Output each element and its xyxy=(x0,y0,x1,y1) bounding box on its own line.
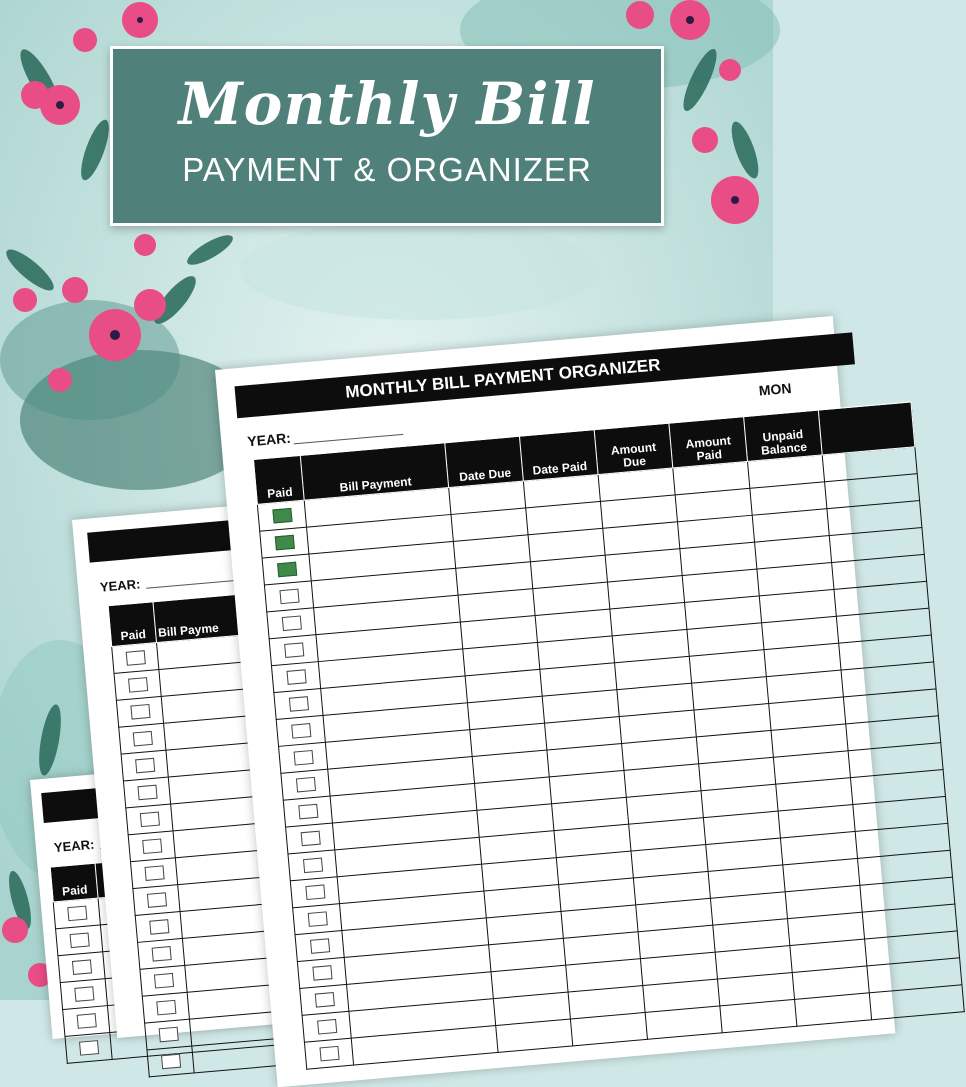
ledger-cell[interactable] xyxy=(570,1012,647,1045)
paid-cell xyxy=(142,992,189,1023)
paid-checkbox[interactable] xyxy=(281,615,301,631)
paid-checkbox[interactable] xyxy=(69,932,89,948)
paid-cell xyxy=(267,608,316,639)
paid-cell xyxy=(302,1011,351,1042)
paid-cell xyxy=(58,952,105,983)
paid-cell xyxy=(279,742,328,773)
paid-cell xyxy=(121,750,168,781)
paid-checkbox[interactable] xyxy=(277,561,297,577)
paid-cell xyxy=(116,696,163,727)
paid-cell xyxy=(138,938,185,969)
col-date-due: Date Due xyxy=(445,436,524,487)
paid-cell xyxy=(300,984,349,1015)
paid-checkbox[interactable] xyxy=(310,938,330,954)
paid-cell xyxy=(147,1046,194,1077)
paid-checkbox[interactable] xyxy=(146,892,166,908)
paid-checkbox[interactable] xyxy=(307,911,327,927)
paid-checkbox[interactable] xyxy=(288,696,308,712)
paid-cell xyxy=(271,662,320,693)
sheet-front xyxy=(215,316,895,1087)
paid-cell xyxy=(60,979,107,1010)
paid-cell xyxy=(260,527,309,558)
paid-checkbox[interactable] xyxy=(149,919,169,935)
paid-checkbox[interactable] xyxy=(67,905,87,921)
col-paid: Paid xyxy=(108,602,156,647)
paid-checkbox[interactable] xyxy=(272,508,292,524)
col-date-paid: Date Paid xyxy=(519,430,598,481)
col-bill-payment: Bill Payme xyxy=(153,581,391,642)
paid-checkbox[interactable] xyxy=(300,830,320,846)
paid-checkbox[interactable] xyxy=(71,959,91,975)
col-amount-paid: Amount Paid xyxy=(669,417,748,468)
paid-cell xyxy=(63,1006,110,1037)
paid-cell xyxy=(65,1033,112,1064)
paid-checkbox[interactable] xyxy=(314,992,334,1008)
col-bill-payment: Bill Payment xyxy=(300,443,448,500)
month-label: MON xyxy=(758,379,793,399)
paid-cell xyxy=(140,965,187,996)
ledger-cell[interactable] xyxy=(645,1006,722,1039)
paid-cell xyxy=(297,957,346,988)
paid-checkbox[interactable] xyxy=(151,946,171,962)
paid-checkbox[interactable] xyxy=(158,1027,178,1043)
paid-checkbox[interactable] xyxy=(298,804,318,820)
title-banner xyxy=(110,46,664,226)
paid-cell xyxy=(128,831,175,862)
paid-cell xyxy=(257,500,306,531)
paid-checkbox[interactable] xyxy=(130,704,150,720)
col-paid: Paid xyxy=(253,455,304,504)
paid-cell xyxy=(53,898,100,929)
col-amount-due: Amount Due xyxy=(594,423,673,474)
paid-checkbox[interactable] xyxy=(274,535,294,551)
paid-cell xyxy=(262,554,311,585)
paid-checkbox[interactable] xyxy=(293,750,313,766)
year-line xyxy=(294,434,404,445)
paid-cell xyxy=(286,823,335,854)
year-label: YEAR: xyxy=(246,429,292,450)
paid-checkbox[interactable] xyxy=(302,857,322,873)
paid-checkbox[interactable] xyxy=(317,1019,337,1035)
paid-checkbox[interactable] xyxy=(312,965,332,981)
col-unpaid-balance: Unpaid Balance xyxy=(744,410,823,461)
paid-cell xyxy=(293,904,342,935)
year-label: YEAR: xyxy=(53,836,95,856)
paid-checkbox[interactable] xyxy=(319,1046,339,1062)
paid-cell xyxy=(304,1038,353,1069)
paid-checkbox[interactable] xyxy=(78,1040,98,1056)
paid-checkbox[interactable] xyxy=(144,865,164,881)
paid-checkbox[interactable] xyxy=(139,811,159,827)
paid-checkbox[interactable] xyxy=(74,986,94,1002)
paid-cell xyxy=(112,643,159,674)
paid-checkbox[interactable] xyxy=(295,777,315,793)
paid-cell xyxy=(290,877,339,908)
paid-cell xyxy=(135,912,182,943)
cover-title: Monthly Bill xyxy=(178,70,596,138)
paid-cell xyxy=(274,689,323,720)
paid-checkbox[interactable] xyxy=(153,973,173,989)
paid-checkbox[interactable] xyxy=(128,677,148,693)
paid-checkbox[interactable] xyxy=(142,838,162,854)
ledger-cell[interactable] xyxy=(496,1019,573,1052)
paid-cell xyxy=(288,850,337,881)
paid-checkbox[interactable] xyxy=(132,731,152,747)
paid-checkbox[interactable] xyxy=(279,588,299,604)
paid-checkbox[interactable] xyxy=(135,758,155,774)
paid-cell xyxy=(264,581,313,612)
paid-cell xyxy=(133,885,180,916)
cover-subtitle: PAYMENT & ORGANIZER xyxy=(182,151,592,188)
ledger-cell[interactable] xyxy=(720,999,797,1032)
paid-checkbox[interactable] xyxy=(291,723,311,739)
paid-cell xyxy=(145,1019,192,1050)
paid-cell xyxy=(283,796,332,827)
bill-table xyxy=(253,401,965,1069)
paid-cell xyxy=(269,635,318,666)
paid-checkbox[interactable] xyxy=(160,1053,180,1069)
sheet-heading: MONTHLY BILL PAYMENT ORGANIZER xyxy=(235,332,855,418)
paid-checkbox[interactable] xyxy=(156,1000,176,1016)
paid-cell xyxy=(123,777,170,808)
paid-cell xyxy=(119,723,166,754)
paid-checkbox[interactable] xyxy=(284,642,304,658)
col-extra xyxy=(818,402,915,455)
paid-cell xyxy=(126,804,173,835)
year-label: YEAR: xyxy=(99,576,141,595)
paid-checkbox[interactable] xyxy=(305,884,325,900)
paid-checkbox[interactable] xyxy=(76,1013,96,1029)
paid-cell xyxy=(131,858,178,889)
paid-cell xyxy=(56,925,103,956)
col-paid: Paid xyxy=(50,863,98,902)
paid-cell xyxy=(281,769,330,800)
paid-cell xyxy=(276,715,325,746)
ledger-cell[interactable] xyxy=(795,993,872,1026)
paid-cell xyxy=(114,669,161,700)
paid-checkbox[interactable] xyxy=(137,784,157,800)
paid-checkbox[interactable] xyxy=(125,650,145,666)
paid-checkbox[interactable] xyxy=(286,669,306,685)
paid-cell xyxy=(295,931,344,962)
